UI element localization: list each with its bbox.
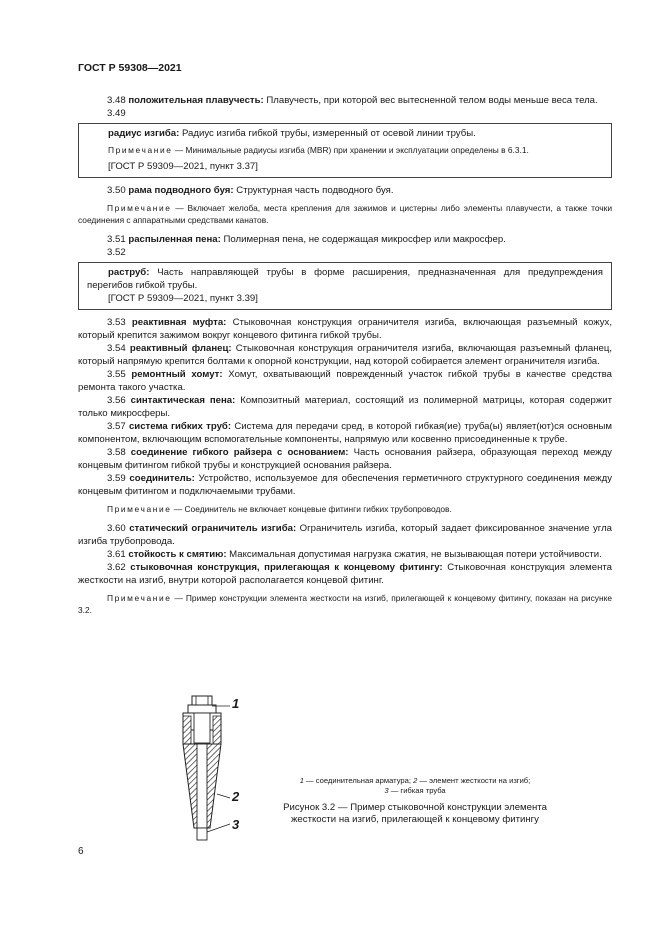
term-3-58: 3.58 соединение гибкого райзера с основанием: Часть основания райзера, образующая переход между концевым фитингом гибкой трубы и конструкцией основания райзера. [78, 447, 612, 471]
term-3-49: радиус изгиба: Радиус изгиба гибкой трубы, измеренный от осевой линии трубы. [108, 128, 476, 139]
figure-legend: 1 — соединительная арматура; 2 — элемент жесткости на изгиб; 3 — гибкая труба [299, 776, 531, 795]
term-3-49-index: 3.49 [107, 108, 126, 119]
term-3-48: 3.48 положительная плавучесть: Плавучесть, при которой вес вытесненной телом воды меньше веса тела. [107, 95, 598, 106]
term-3-51: 3.51 распыленная пена: Полимерная пена, не содержащая микросфер или макросфер. [107, 234, 506, 245]
term-3-59: 3.59 соединитель: Устройство, используемое для обеспечения герметичного структурного соединения между концевым фитингом и подключаемыми трубами. [78, 473, 612, 497]
figure-label-1: 1 [232, 696, 240, 711]
figure-caption: Рисунок 3.2 — Пример стыковочной конструкции элемента жесткости на изгиб, прилегающей к концевому фитингу [283, 802, 547, 825]
figure-3-2-drawing [160, 694, 260, 842]
fitting-nut [192, 696, 212, 705]
figure-label-3: 3 [232, 817, 240, 832]
note-3-62: Примечание — Пример конструкции элемента жесткости на изгиб, прилегающей к концевому фитингу, показан на рисунке 3.2. [78, 593, 612, 615]
borrowed-term-box-3-52 [78, 262, 612, 310]
document-body [78, 94, 612, 623]
borrowed-term-box-3-49 [78, 123, 612, 178]
document-header: ГОСТ Р 59308—2021 [78, 62, 182, 74]
note-3-49: Примечание — Минимальные радиусы изгиба (MBR) при хранении и эксплуатации определены в 6.3.1. [108, 145, 529, 155]
source-reference-3-52: [ГОСТ Р 59309—2021, пункт 3.39] [108, 293, 258, 304]
bend-stiffener-drawing [160, 694, 260, 842]
flexible-pipe [197, 744, 207, 828]
term-3-54: 3.54 реактивный фланец: Стыковочная конструкция ограничителя изгиба, включающая разъемный фланец, который напрямую крепится болтами к опорной конструкции, над которой собирается элемент ограничителя изгиба. [78, 343, 612, 367]
term-3-62: 3.62 стыковочная конструкция, прилегающая к концевому фитингу: Стыковочная конструкция элемента жесткости на изгиб, внутри которой располагается концевой фитинг. [78, 562, 613, 586]
term-3-52-index: 3.52 [107, 247, 126, 258]
term-3-57: 3.57 система гибких труб: Система для передачи сред, в которой гибкая(ие) труба(ы) являет(ют)ся основным компонентом, включающим вспомогательные компоненты, напрямую или косвенно присоединенные к трубе. [78, 421, 613, 445]
term-3-55: 3.55 ремонтный хомут: Хомут, охватывающий поврежденный участок гибкой трубы в качестве средства ремонта такого участка. [78, 369, 613, 393]
note-3-50: Примечание — Включает желоба, места крепления для зажимов и цистерны либо элементы плавучести, а также точки соединения с аппаратными средствами канатов. [78, 203, 612, 225]
fitting-collar [188, 705, 216, 713]
term-3-61: 3.61 стойкость к смятию: Максимальная допустимая нагрузка сжатия, не вызывающая потери устойчивости. [107, 549, 602, 560]
term-3-60: 3.60 статический ограничитель изгиба: Ограничитель изгиба, который задает фиксированное значение угла изгиба трубопровода. [78, 523, 613, 547]
page-number: 6 [78, 846, 84, 857]
source-reference-3-49: [ГОСТ Р 59309—2021, пункт 3.37] [108, 161, 258, 172]
term-3-52: раструб: Часть направляющей трубы в форме расширения, предназначенная для предупреждения перегибов гибкой трубы. [87, 267, 603, 291]
term-3-53: 3.53 реактивная муфта: Стыковочная конструкция ограничителя изгиба, включающая разъемный кожух, который крепится зажимом вокруг концевого фитинга гибкой трубы. [78, 317, 613, 341]
term-3-56: 3.56 синтактическая пена: Композитный материал, состоящий из полимерной матрицы, которая содержит только микросферы. [78, 395, 613, 419]
figure-label-2: 2 [232, 789, 240, 804]
term-3-50: 3.50 рама подводного буя: Структурная часть подводного буя. [107, 185, 394, 196]
note-3-59: Примечание — Соединитель не включает концевые фитинги гибких трубопроводов. [107, 504, 452, 514]
